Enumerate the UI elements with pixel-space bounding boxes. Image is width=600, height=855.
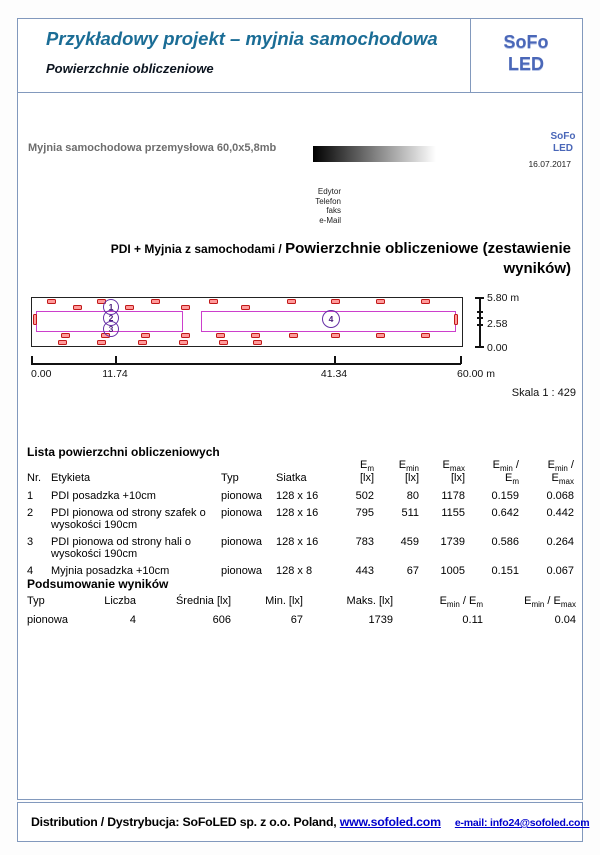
v-scale-label-top: 5.80 m: [487, 292, 520, 304]
luminaire-mark: [251, 333, 260, 338]
luminaire-mark: [151, 299, 160, 304]
surfaces-header-row: [27, 459, 574, 488]
footer-link-email[interactable]: e-mail: info24@sofoled.com: [454, 817, 590, 829]
luminaire-mark: [33, 314, 37, 325]
luminaire-mark: [454, 314, 458, 325]
col-typ: Typ: [27, 595, 45, 607]
luminaire-mark: [61, 333, 70, 338]
v-scale-label-bottom: 0.00: [487, 342, 508, 354]
col-nr: Nr.: [27, 472, 42, 484]
surface-marker-1: 1: [103, 299, 119, 315]
col-siatka: Siatka: [276, 472, 307, 484]
luminaire-mark: [181, 305, 190, 310]
brand-logo: SoFo LED: [503, 32, 549, 74]
contact-label-editor: Edytor: [317, 187, 341, 196]
section-title-main: Powierzchnie obliczeniowe (zestawienie wyników): [285, 240, 571, 277]
luminaire-mark: [97, 340, 106, 345]
summary-table: [27, 595, 576, 628]
luminaire-mark: [376, 299, 385, 304]
luminaire-mark: [331, 333, 340, 338]
contact-labels: [268, 187, 341, 225]
luminaire-mark: [241, 305, 250, 310]
table-row: 3 PDI pionowa od strony hali o wysokości 190cm pionowa 128 x 16 783 459 1739 0.586 0.264: [27, 535, 574, 560]
h-scale-label-1: 11.74: [102, 368, 128, 380]
summary-header-row: [27, 595, 576, 612]
v-scale-label-mid: 2.58: [487, 318, 508, 330]
footer-text: [31, 815, 589, 829]
col-maks: Maks. [lx]: [346, 595, 393, 607]
surface-marker-2: 2: [103, 310, 119, 326]
luminaire-mark: [253, 340, 262, 345]
table-row: 1 PDI posadzka +10cm pionowa 128 x 16 502 80 1178 0.159 0.068: [27, 490, 574, 502]
luminaire-mark: [47, 299, 56, 304]
col-emax: $E_{max}$ [lx]: [442, 459, 465, 484]
table-row: 4 Myjnia posadzka +10cm pionowa 128 x 8 443 67 1005 0.151 0.067: [27, 564, 574, 577]
table-row: 2 PDI pionowa od strony szafek o wysokości 190cm pionowa 128 x 16 795 511 1155 0.642 0.442: [27, 506, 574, 531]
h-scale-label-2: 41.34: [320, 368, 348, 380]
contact-label-email: e-Mail: [319, 215, 341, 225]
scale-label: Skala 1 : 429: [511, 387, 576, 399]
luminaire-mark: [287, 299, 296, 304]
col-min: Min. [lx]: [265, 595, 303, 607]
luminaire-mark: [138, 340, 147, 345]
section-title-prefix: PDI + Myjnia z samochodami /: [110, 242, 286, 256]
luminaire-mark: [73, 305, 82, 310]
luminaire-mark: [331, 299, 340, 304]
luminaire-mark: [289, 333, 298, 338]
report-logo: SoFo LED: [550, 131, 576, 154]
luminaire-mark: [421, 299, 430, 304]
h-scale-line: [31, 363, 461, 365]
page-title: Przykładowy projekt – myjnia samochodowa: [46, 28, 438, 49]
luminaire-mark: [216, 333, 225, 338]
footer-link-website[interactable]: www.sofoled.com: [339, 815, 441, 829]
col-liczba: Liczba: [104, 595, 136, 607]
contact-label-fax: faks: [326, 206, 341, 215]
col-srednia: Średnia [lx]: [175, 595, 231, 607]
report-date: 16.07.2017: [528, 159, 571, 169]
surface-marker-4: 4: [322, 310, 340, 328]
surfaces-table: [27, 459, 574, 579]
floor-plan-diagram: [18, 291, 582, 403]
luminaire-mark: [141, 333, 150, 338]
main-box: [17, 92, 583, 800]
luminaire-mark: [125, 305, 134, 310]
h-scale-label-0: 0.00: [31, 368, 52, 380]
col-emin-em: $E_{min} / E_m$: [439, 595, 483, 610]
section-title: [58, 239, 571, 279]
footer-distribution-label: Distribution / Dystrybucja: SoFoLED sp. z o.o. Poland,: [31, 815, 340, 829]
luminaire-mark: [209, 299, 218, 304]
luminaire-mark: [376, 333, 385, 338]
footer-box: [17, 802, 590, 842]
surface-marker-3: 3: [103, 321, 119, 337]
summary-heading: Podsumowanie wyników: [27, 577, 169, 591]
col-emin: $E_{min}$ [lx]: [398, 459, 419, 484]
contact-label-phone: Telefon: [315, 196, 341, 206]
header-box: [17, 18, 583, 93]
col-typ: Typ: [221, 472, 239, 484]
col-em: $E_m$ [lx]: [359, 459, 374, 484]
luminaire-mark: [421, 333, 430, 338]
luminaire-mark: [219, 340, 228, 345]
page-subtitle: Powierzchnie obliczeniowe: [46, 61, 214, 76]
project-name: Myjnia samochodowa przemysłowa 60,0x5,8mb: [28, 142, 277, 154]
col-emin-emax: $E_{min}$ / $E_{max}$: [547, 459, 574, 487]
h-scale-label-3: 60.00 m: [457, 368, 495, 380]
luminaire-mark: [58, 340, 67, 345]
col-etykieta: Etykieta: [51, 472, 91, 484]
col-emin-em: $E_{min}$ / $E_m$: [492, 459, 519, 487]
col-emin-emax: $E_{min} / E_{max}$: [524, 595, 576, 610]
summary-row: pionowa 4 606 67 1739 0.11 0.04: [27, 614, 576, 626]
luminaire-mark: [181, 333, 190, 338]
grayscale-gradient-bar: [313, 146, 436, 162]
v-scale-line: [479, 297, 481, 347]
luminaire-mark: [179, 340, 188, 345]
surfaces-heading: Lista powierzchni obliczeniowych: [27, 445, 220, 459]
